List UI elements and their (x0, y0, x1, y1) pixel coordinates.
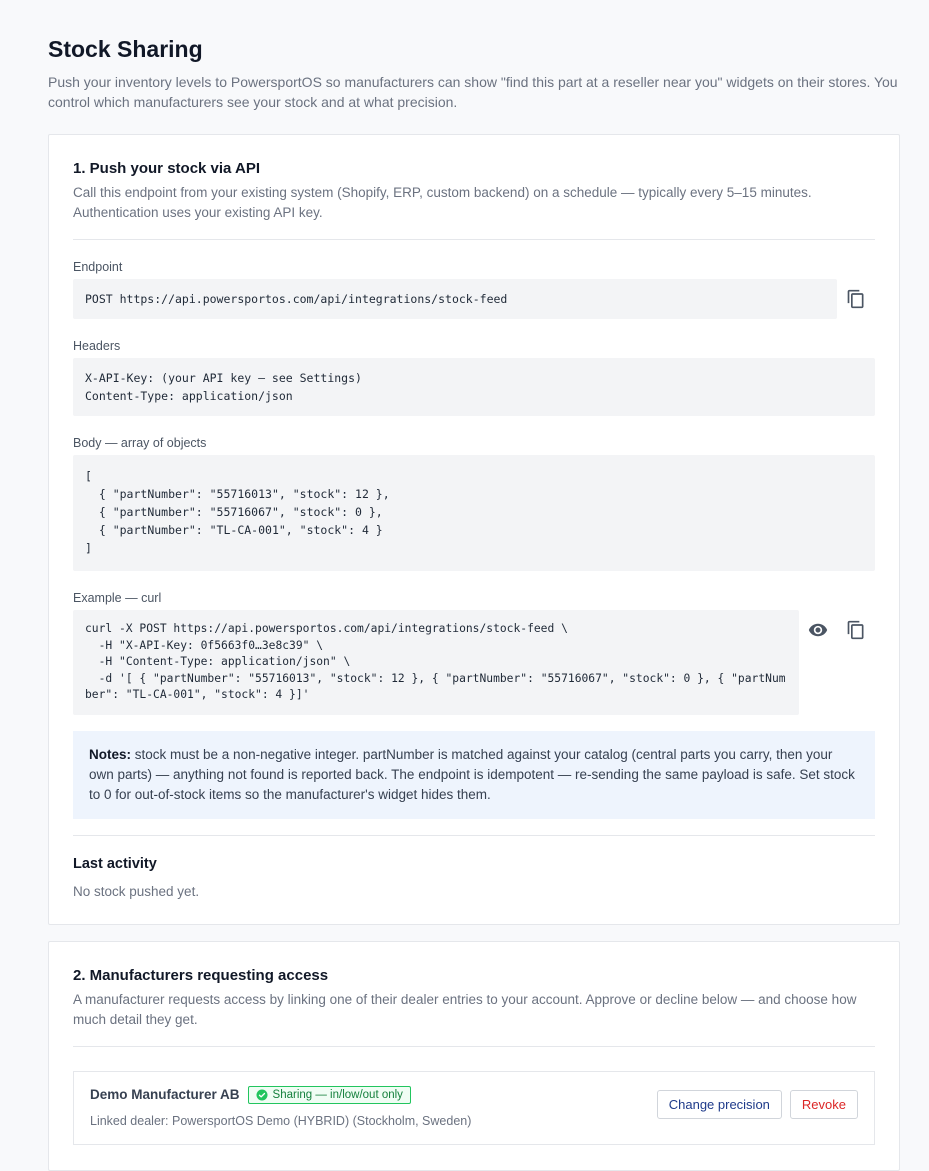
revoke-button[interactable]: Revoke (790, 1090, 858, 1119)
last-activity-title: Last activity (73, 855, 157, 872)
section-description: Call this endpoint from your existing system (Shopify, ERP, custom backend) on a schedule — typically every 5–15 minutes. Authentication uses your existing API key. (73, 185, 812, 220)
divider (73, 1046, 875, 1047)
manufacturer-actions (657, 1090, 858, 1119)
manufacturer-name-row (90, 1086, 471, 1104)
push-stock-card (48, 134, 900, 925)
notes-text: stock must be a non-negative integer. partNumber is matched against your catalog (central parts you carry, then your own parts) — anything not found is reported back. The endpoint is idempotent — re-sending the same payload is safe. Set stock to 0 for out-of-stock items so the manufacturer's widget hides them. (89, 746, 855, 802)
notes-label: Notes: (89, 746, 132, 762)
notes-box (73, 731, 875, 819)
divider (73, 835, 875, 836)
manufacturer-item (73, 1071, 875, 1145)
manufacturer-name: Demo Manufacturer AB (90, 1087, 240, 1102)
endpoint-code[interactable]: POST https://api.powersportos.com/api/integrations/stock-feed (73, 279, 837, 319)
change-precision-button[interactable]: Change precision (657, 1090, 782, 1119)
section-description: A manufacturer requests access by linking one of their dealer entries to your account. Approve or decline below — and choose how much detail they get. (73, 991, 857, 1027)
copy-icon[interactable] (837, 279, 875, 309)
endpoint-row (73, 279, 875, 319)
linked-dealer: Linked dealer: PowersportOS Demo (HYBRID) (Stockholm, Sweden) (90, 1113, 472, 1128)
manufacturer-info (90, 1086, 471, 1128)
status-badge (248, 1086, 411, 1104)
divider (73, 239, 875, 240)
page-description: Push your inventory levels to PowersportOS so manufacturers can show "find this part at a reseller near you" widgets on their stores. You control which manufacturers see your stock and at what precision. (48, 74, 898, 110)
last-activity-text: No stock pushed yet. (73, 883, 200, 899)
headers-label: Headers (73, 339, 121, 353)
section-title: 1. Push your stock via API (73, 160, 261, 177)
eye-icon[interactable] (799, 610, 837, 640)
copy-icon[interactable] (837, 610, 875, 640)
manufacturers-card (48, 941, 900, 1171)
headers-code[interactable]: X-API-Key: (your API key — see Settings) Content-Type: application/json (73, 358, 875, 416)
endpoint-label: Endpoint (73, 260, 123, 274)
curl-label: Example — curl (73, 591, 162, 605)
body-code[interactable]: [ { "partNumber": "55716013", "stock": 12 }, { "partNumber": "55716067", "stock": 0 }, { "partNumber": "TL-CA-001", "stock": 4 } ] (73, 455, 875, 571)
curl-code[interactable]: curl -X POST https://api.powersportos.com/api/integrations/stock-feed \ -H "X-API-Key: 0f5663f0…3e8c39" \ -H "Content-Type: application/json" \ -d '[ { "partNumber": "55716013", "stock": 12 }, { "partNumber": "55716067", "stock": 0 }, { "partNumber": "TL-CA-001", "stock": 4 }]' (73, 610, 799, 715)
page-title: Stock Sharing (48, 36, 203, 62)
curl-row (73, 610, 875, 715)
status-badge-label: Sharing — in/low/out only (272, 1088, 403, 1101)
body-label: Body — array of objects (73, 436, 207, 450)
section-title: 2. Manufacturers requesting access (73, 966, 329, 984)
check-circle-icon (256, 1089, 268, 1101)
